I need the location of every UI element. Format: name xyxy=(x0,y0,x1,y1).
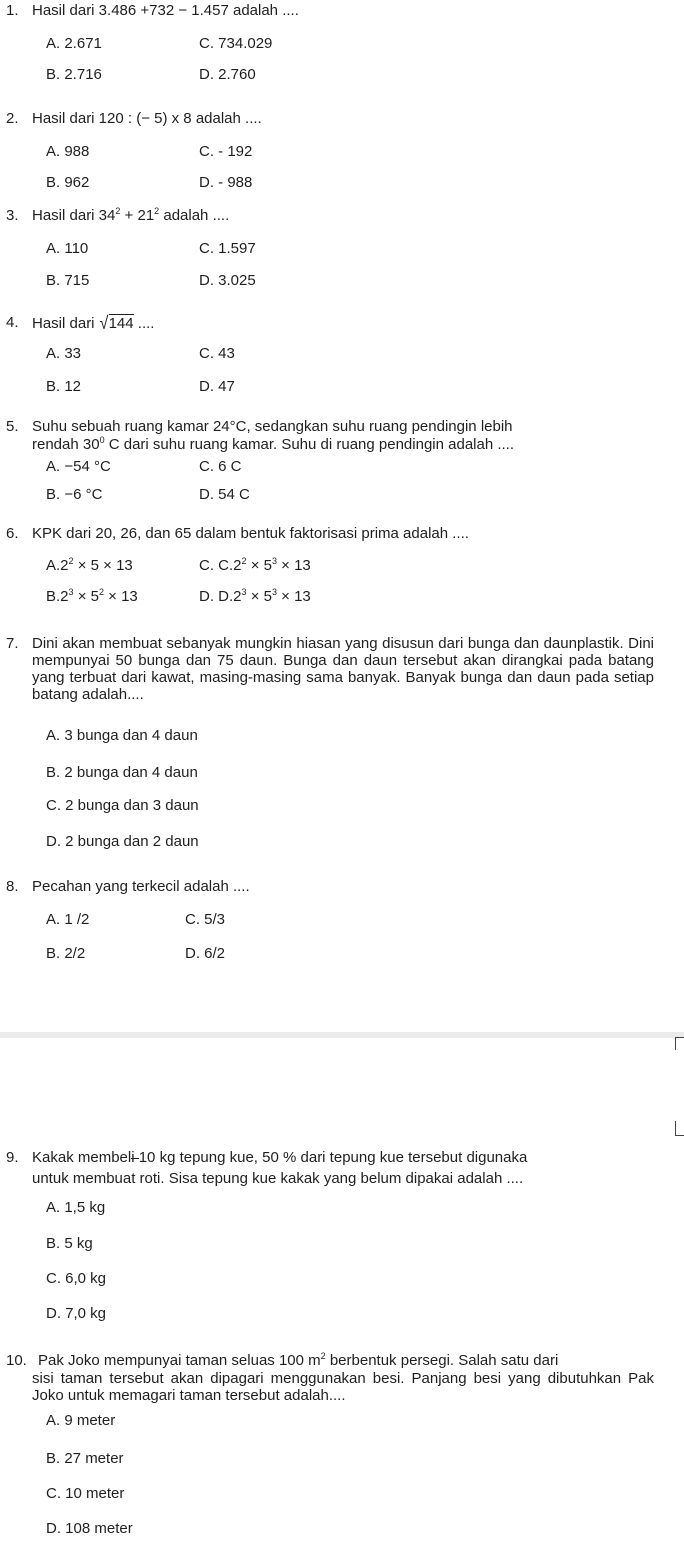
q10-option-d[interactable]: D. 108 meter xyxy=(46,1520,133,1537)
q7-option-b[interactable]: B. 2 bunga dan 4 daun xyxy=(46,764,198,781)
page-separator xyxy=(0,1032,684,1038)
corner-bracket-top xyxy=(675,1037,684,1050)
q3-option-d[interactable]: D. 3.025 xyxy=(199,272,256,289)
q2-text: Hasil dari 120 : (− 5) x 8 adalah .... xyxy=(32,110,262,127)
q9-number: 9. xyxy=(6,1149,19,1166)
q4-option-d[interactable]: D. 47 xyxy=(199,378,235,395)
q1-text: Hasil dari 3.486 +732 − 1.457 adalah .... xyxy=(32,2,299,19)
q3-option-a[interactable]: A. 110 xyxy=(46,240,89,257)
q6-option-d[interactable]: D. $D.2^3 \times 5^3 \times 13$ xyxy=(199,587,311,605)
q9-line-1: Kakak membeli 10 kg tepung kue, 50 % dari tepung kue tersebut digunaka xyxy=(32,1149,528,1166)
q1-number: 1. xyxy=(6,2,19,19)
q8-option-a[interactable]: A. 1 /2 xyxy=(46,911,90,928)
q5-option-d[interactable]: D. 54 C xyxy=(199,486,250,503)
q1-option-a[interactable]: A. 2.671 xyxy=(46,35,102,52)
q10-option-b[interactable]: B. 27 meter xyxy=(46,1450,124,1467)
q8-option-d[interactable]: D. 6/2 xyxy=(185,945,226,962)
q7-text: Dini akan membuat sebanyak mungkin hiasan yang disusun dari bunga dan daunplastik. Dini mempunyai 50 bunga dan 75 daun. Bunga dan daun tersebut akan dirangkai pada batang yang terbuat dari kawat, masing-masing sama banyak. Banyak bunga dan daun pada setiap batang adalah.... xyxy=(32,635,654,703)
q9-option-b[interactable]: B. 5 kg xyxy=(46,1235,93,1252)
q4-option-a[interactable]: A. 33 xyxy=(46,345,82,362)
q2-option-b[interactable]: B. 962 xyxy=(46,174,90,191)
q8-text: Pecahan yang terkecil adalah .... xyxy=(32,878,250,895)
q10-line-1: Pak Joko mempunyai taman seluas 100 $m^2$ berbentuk persegi. Salah satu dari xyxy=(38,1351,559,1369)
q3-option-b[interactable]: B. 715 xyxy=(46,272,90,289)
corner-bracket-bottom xyxy=(675,1121,684,1136)
q7-number: 7. xyxy=(6,635,19,652)
q3-number: 3. xyxy=(6,207,19,224)
q9-option-a[interactable]: A. 1,5 kg xyxy=(46,1199,106,1216)
q6-option-c[interactable]: C. $C.2^2 \times 5^3 \times 13$ xyxy=(199,556,311,574)
q5-line-1: Suhu sebuah ruang kamar 24°C, sedangkan suhu ruang pendingin lebih xyxy=(32,418,513,435)
q6-option-a[interactable]: $A.2^2 \times 5 \times 13$ xyxy=(46,556,133,574)
q8-number: 8. xyxy=(6,878,19,895)
q9-line-2: untuk membuat roti. Sisa tepung kue kakak yang belum dipakai adalah .... xyxy=(32,1170,524,1187)
q10-number: 10. xyxy=(6,1352,27,1369)
q9-option-c[interactable]: C. 6,0 kg xyxy=(46,1270,107,1287)
q5-line-2: rendah $30^0$ C dari suhu ruang kamar. Suhu di ruang pendingin adalah .... xyxy=(32,435,515,453)
q10-option-a[interactable]: A. 9 meter xyxy=(46,1412,116,1429)
q5-number: 5. xyxy=(6,418,19,435)
q6-number: 6. xyxy=(6,525,19,542)
q7-option-d[interactable]: D. 2 bunga dan 2 daun xyxy=(46,833,199,850)
q4-option-c[interactable]: C. 43 xyxy=(199,345,235,362)
q2-option-d[interactable]: D. - 988 xyxy=(199,174,253,191)
q3-text: Hasil dari $34^2 + 21^2$ adalah .... xyxy=(32,206,230,224)
q1-option-b[interactable]: B. 2.716 xyxy=(46,66,102,83)
q10-option-c[interactable]: C. 10 meter xyxy=(46,1485,125,1502)
q10-text: sisi taman tersebut akan dipagari menggunakan besi. Panjang besi yang dibutuhkan Pak Joko untuk memagari taman tersebut adalah.... xyxy=(32,1370,654,1404)
q4-number: 4. xyxy=(6,314,19,331)
q6-text: KPK dari 20, 26, dan 65 dalam bentuk faktorisasi prima adalah .... xyxy=(32,525,469,542)
q1-option-d[interactable]: D. 2.760 xyxy=(199,66,256,83)
q7-option-a[interactable]: A. 3 bunga dan 4 daun xyxy=(46,727,198,744)
q8-option-c[interactable]: C. 5/3 xyxy=(185,911,226,928)
q2-option-c[interactable]: C. - 192 xyxy=(199,143,253,160)
q5-option-a[interactable]: A. −54 °C xyxy=(46,458,111,475)
q2-option-a[interactable]: A. 988 xyxy=(46,143,90,160)
q6-option-b[interactable]: $B.2^3 \times 5^2 \times 13$ xyxy=(46,587,138,605)
q9-option-d[interactable]: D. 7,0 kg xyxy=(46,1305,107,1322)
q4-option-b[interactable]: B. 12 xyxy=(46,378,82,395)
q5-option-c[interactable]: C. 6 C xyxy=(199,458,242,475)
q8-option-b[interactable]: B. 2/2 xyxy=(46,945,86,962)
q4-text: Hasil dari √144 .... xyxy=(32,313,155,333)
q3-option-c[interactable]: C. 1.597 xyxy=(199,240,256,257)
q5-option-b[interactable]: B. −6 °C xyxy=(46,486,103,503)
q7-option-c[interactable]: C. 2 bunga dan 3 daun xyxy=(46,797,199,814)
q1-option-c[interactable]: C. 734.029 xyxy=(199,35,273,52)
q2-number: 2. xyxy=(6,110,19,127)
square-root-symbol: √144 xyxy=(99,313,134,333)
